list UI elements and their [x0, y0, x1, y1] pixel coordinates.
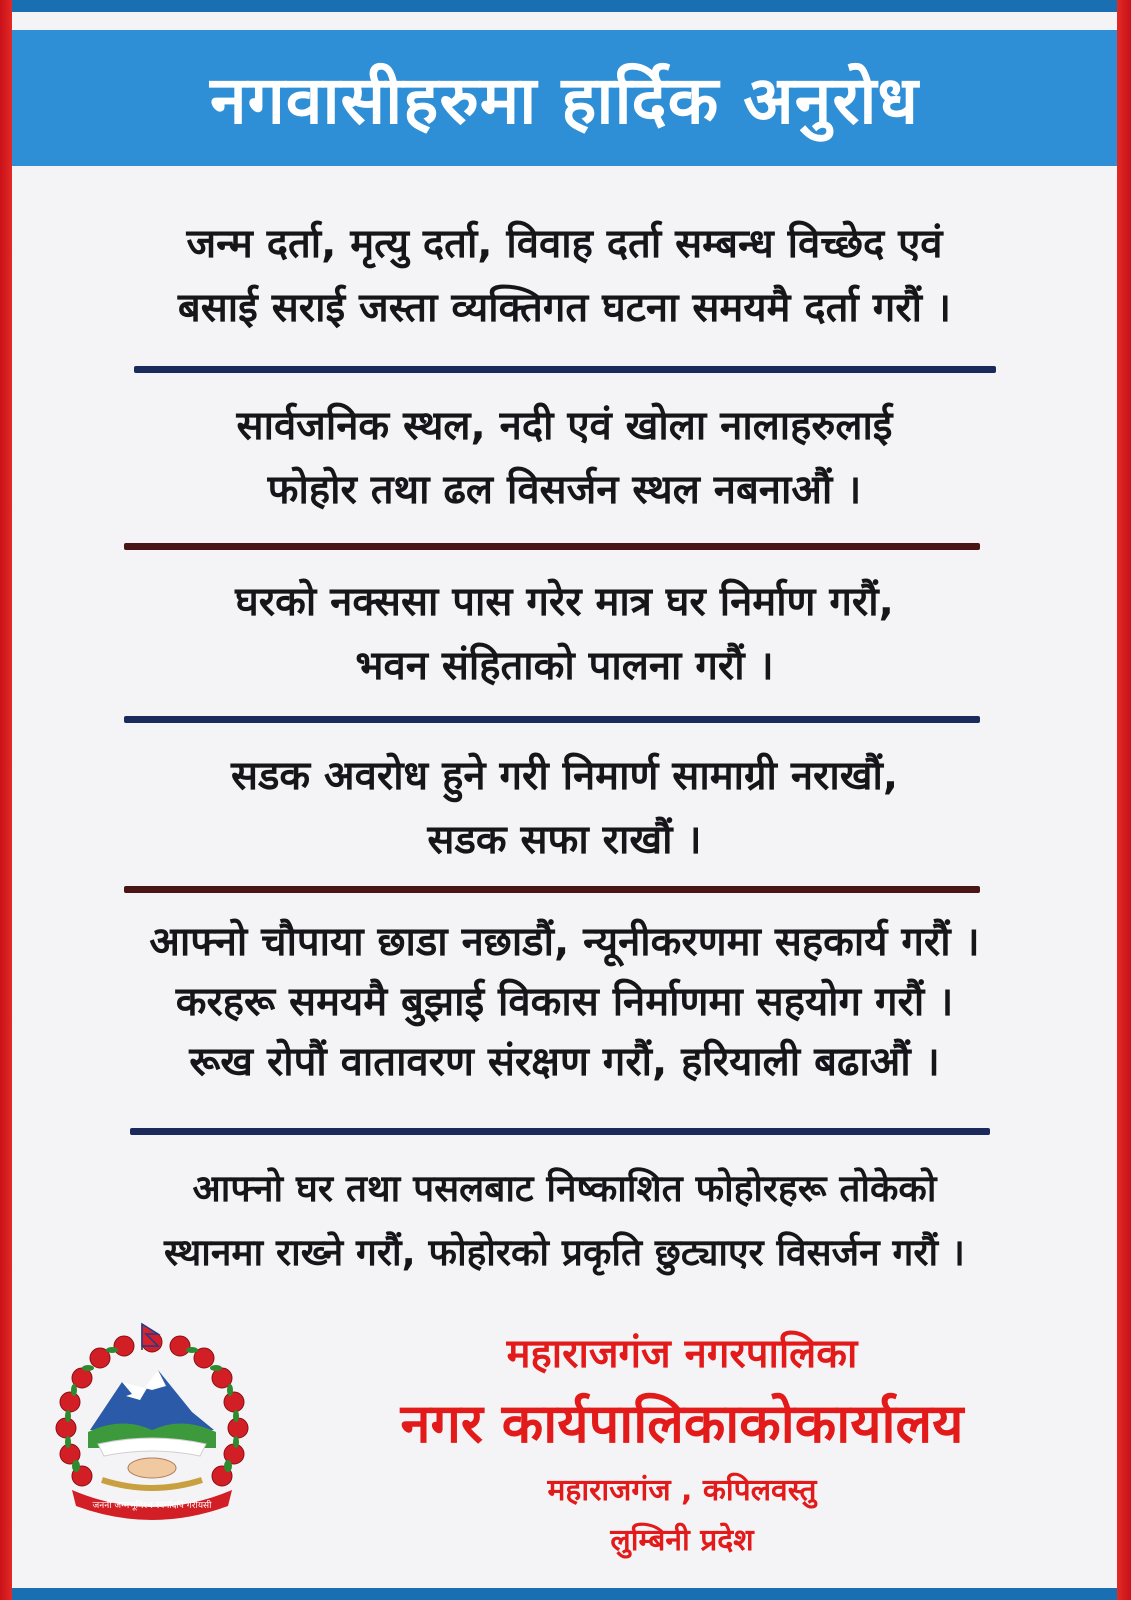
notice-line: बसाई सराई जस्ता व्यक्तिगत घटना समयमै दर्ता गरौं ।	[177, 285, 952, 331]
office-name: नगर कार्यपालिकाकोकार्यालय	[400, 1392, 964, 1455]
notice-line: फोहोर तथा ढल विसर्जन स्थल नबनाऔं ।	[267, 467, 862, 513]
nepal-coat-of-arms-icon	[42, 1320, 262, 1530]
notice-message-4	[12, 744, 1117, 872]
notice-line: सडक सफा राखौं ।	[427, 817, 702, 863]
notice-panel	[12, 12, 1117, 1588]
notice-message-3	[12, 570, 1117, 698]
divider	[134, 366, 996, 373]
office-district: महाराजगंज , कपिलवस्तु	[547, 1473, 817, 1508]
notice-message-1	[12, 212, 1117, 340]
emblem-graphic	[42, 1320, 262, 1530]
notice-line: रूख रोपौं वातावरण संरक्षण गरौं, हरियाली बढाऔं ।	[189, 1039, 940, 1085]
notice-line: सार्वजनिक स्थल, नदी एवं खोला नालाहरुलाई	[236, 403, 893, 449]
page-title: नगवासीहरुमा हार्दिक अनुरोध	[209, 62, 920, 139]
notice-line: आफ्नो चौपाया छाडा नछाडौं, न्यूनीकरणमा सहकार्य गरौं ।	[149, 919, 980, 965]
notice-line: स्थानमा राख्ने गरौं, फोहोरको प्रकृति छुट्याएर विसर्जन गरौं ।	[164, 1231, 965, 1274]
header-banner	[12, 30, 1117, 166]
office-province: लुम्बिनी प्रदेश	[610, 1523, 754, 1558]
divider	[124, 886, 980, 893]
frame-left	[0, 0, 12, 1600]
divider	[124, 543, 980, 550]
notice-line: करहरू समयमै बुझाई विकास निर्माणमा सहयोग गरौं ।	[175, 979, 954, 1025]
frame-right	[1117, 0, 1131, 1600]
notice-message-6	[12, 1157, 1117, 1285]
frame-bottom	[0, 1588, 1131, 1600]
divider	[124, 716, 980, 723]
municipality-name: महाराजगंज नगरपालिका	[506, 1331, 858, 1377]
frame-top	[0, 0, 1131, 12]
emblem-motto: जननी जन्मभूमिश्च स्वर्गादपि गरीयसी	[92, 1501, 212, 1511]
notice-line: भवन संहिताको पालना गरौं ।	[355, 643, 774, 689]
notice-line: जन्म दर्ता, मृत्यु दर्ता, विवाह दर्ता सम्बन्ध विच्छेद एवं	[186, 221, 943, 267]
notice-line: सडक अवरोध हुने गरी निमार्ण सामाग्री नराखौं,	[230, 753, 899, 799]
notice-message-2	[12, 394, 1117, 522]
notice-line: आफ्नो घर तथा पसलबाट निष्काशित फोहोरहरू तोकेको	[192, 1167, 937, 1210]
notice-message-5	[12, 912, 1117, 1092]
notice-line: घरको नक्ससा पास गरेर मात्र घर निर्माण गरौं,	[235, 579, 894, 625]
divider	[130, 1128, 990, 1135]
